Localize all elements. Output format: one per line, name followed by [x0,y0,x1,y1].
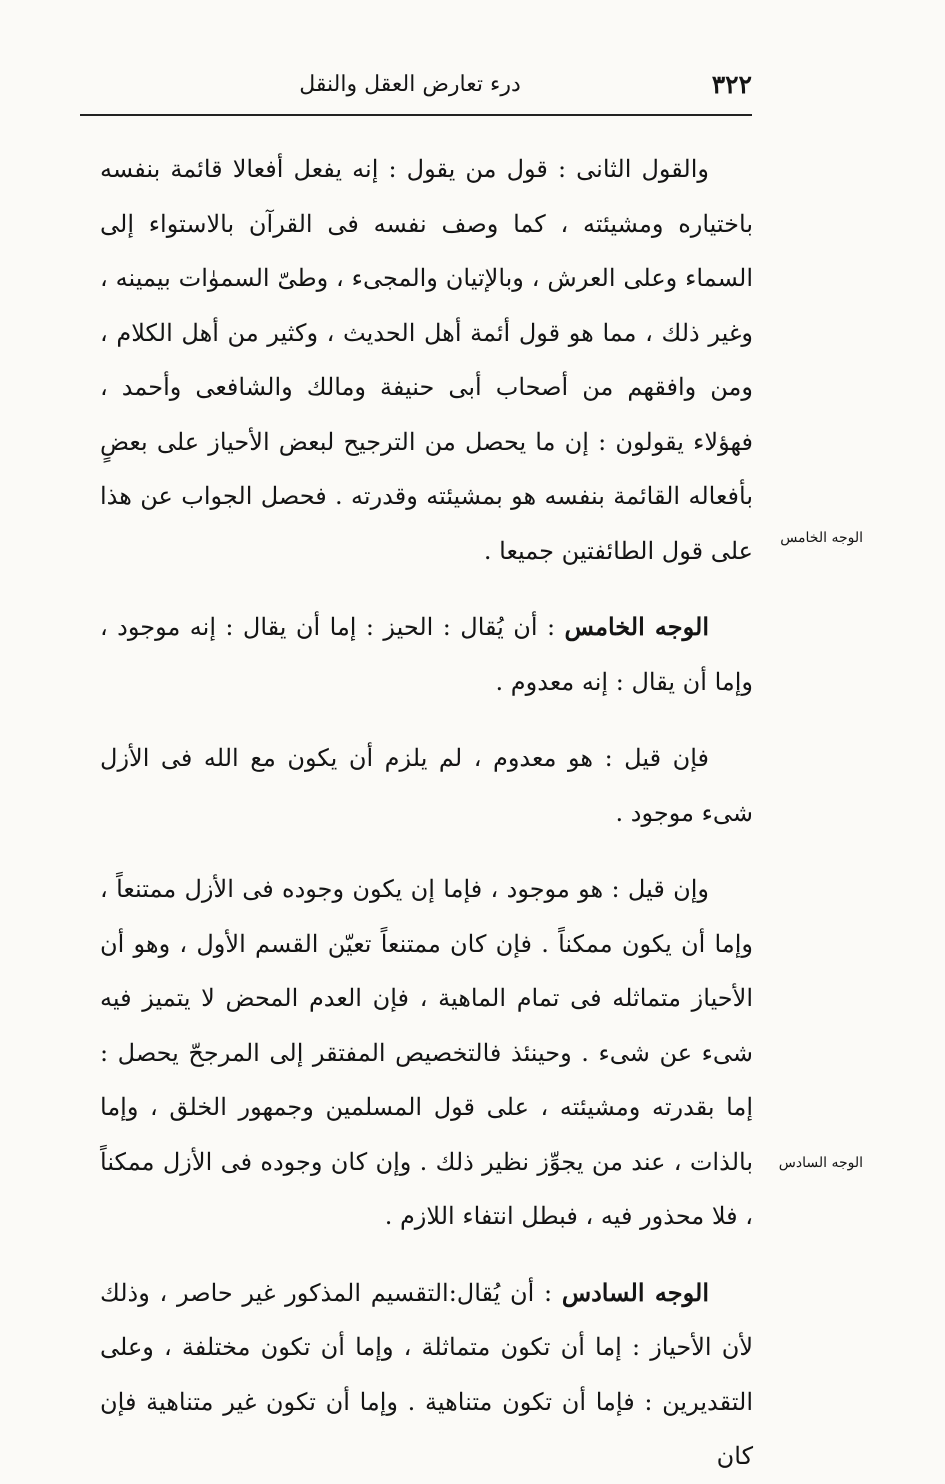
paragraph-if-nonexistent [100,731,753,840]
page-header [80,68,752,116]
paragraph-text: وإن قيل : هو موجود ، فإما إن يكون وجوده فى الأزل ممتنعاً ، وإما أن يكون ممكناً . فإن كان ممتنعاً تعيّن القسم الأول ، وهو أن الأحياز متماثله فى تمام الماهية ، فإن العدم المحض لا يتميز فيه شىء عن شىء . وحينئذ فالتخصيص المفتقر إلى المرجحّ يحصل : إما بقدرته ومشيئته ، على قول المسلمين وجمهور الخلق ، وإما بالذات ، عند من يجوِّز نظير ذلك . وإن كان وجوده فى الأزل ممكناً ، فلا محذور فيه ، فبطل انتفاء اللازم . [100,875,753,1230]
margin-note-fifth-aspect: الوجه الخامس [780,530,863,546]
paragraph-lead: الوجه الخامس [564,612,709,641]
header-rule [80,114,752,116]
running-title: درء تعارض العقل والنقل [299,72,521,97]
paragraph-second-opinion [100,142,753,578]
paragraph-text: : أن يُقال : الحيز : إما أن يقال : إنه موجود ، وإما أن يقال : إنه معدوم . [100,613,753,696]
paragraph-lead: الوجه السادس [561,1277,710,1307]
body-text [100,142,753,1484]
paragraph-sixth-aspect [100,1266,753,1484]
paragraph-fifth-aspect [100,600,753,709]
page-number: ٣٢٢ [711,70,752,99]
paragraph-text: فإن قيل : هو معدوم ، لم يلزم أن يكون مع الله فى الأزل شىء موجود . [100,744,753,827]
paragraph-if-existent [100,862,753,1244]
margin-note-sixth-aspect: الوجه السادس [778,1155,863,1171]
paragraph-text: : أن يُقال:التقسيم المذكور غير حاصر ، وذلك لأن الأحياز : إما أن تكون متماثلة ، وإما أن تكون مختلفة ، وعلى التقديرين : فإما أن تكون متناهية . وإما أن تكون غير متناهية فإن كان [100,1278,754,1470]
paragraph-text: والقول الثانى : قول من يقول : إنه يفعل أفعالا قائمة بنفسه باختياره ومشيئته ، كما وصف نفسه فى القرآن بالاستواء إلى السماء وعلى العرش ، وبالإتيان والمجىء ، وطىّ السموٰات بيمينه ، وغير ذلك ، مما هو قول أئمة أهل الحديث ، وكثير من أهل الكلام ، ومن وافقهم من أصحاب أبى حنيفة ومالك والشافعى وأحمد ، فهؤلاء يقولون : إن ما يحصل من الترجيح لبعض الأحياز على بعضٍ بأفعاله القائمة بنفسه هو بمشيئته وقدرته . فحصل الجواب عن هذا على قول الطائفتين جميعا . [100,155,753,565]
